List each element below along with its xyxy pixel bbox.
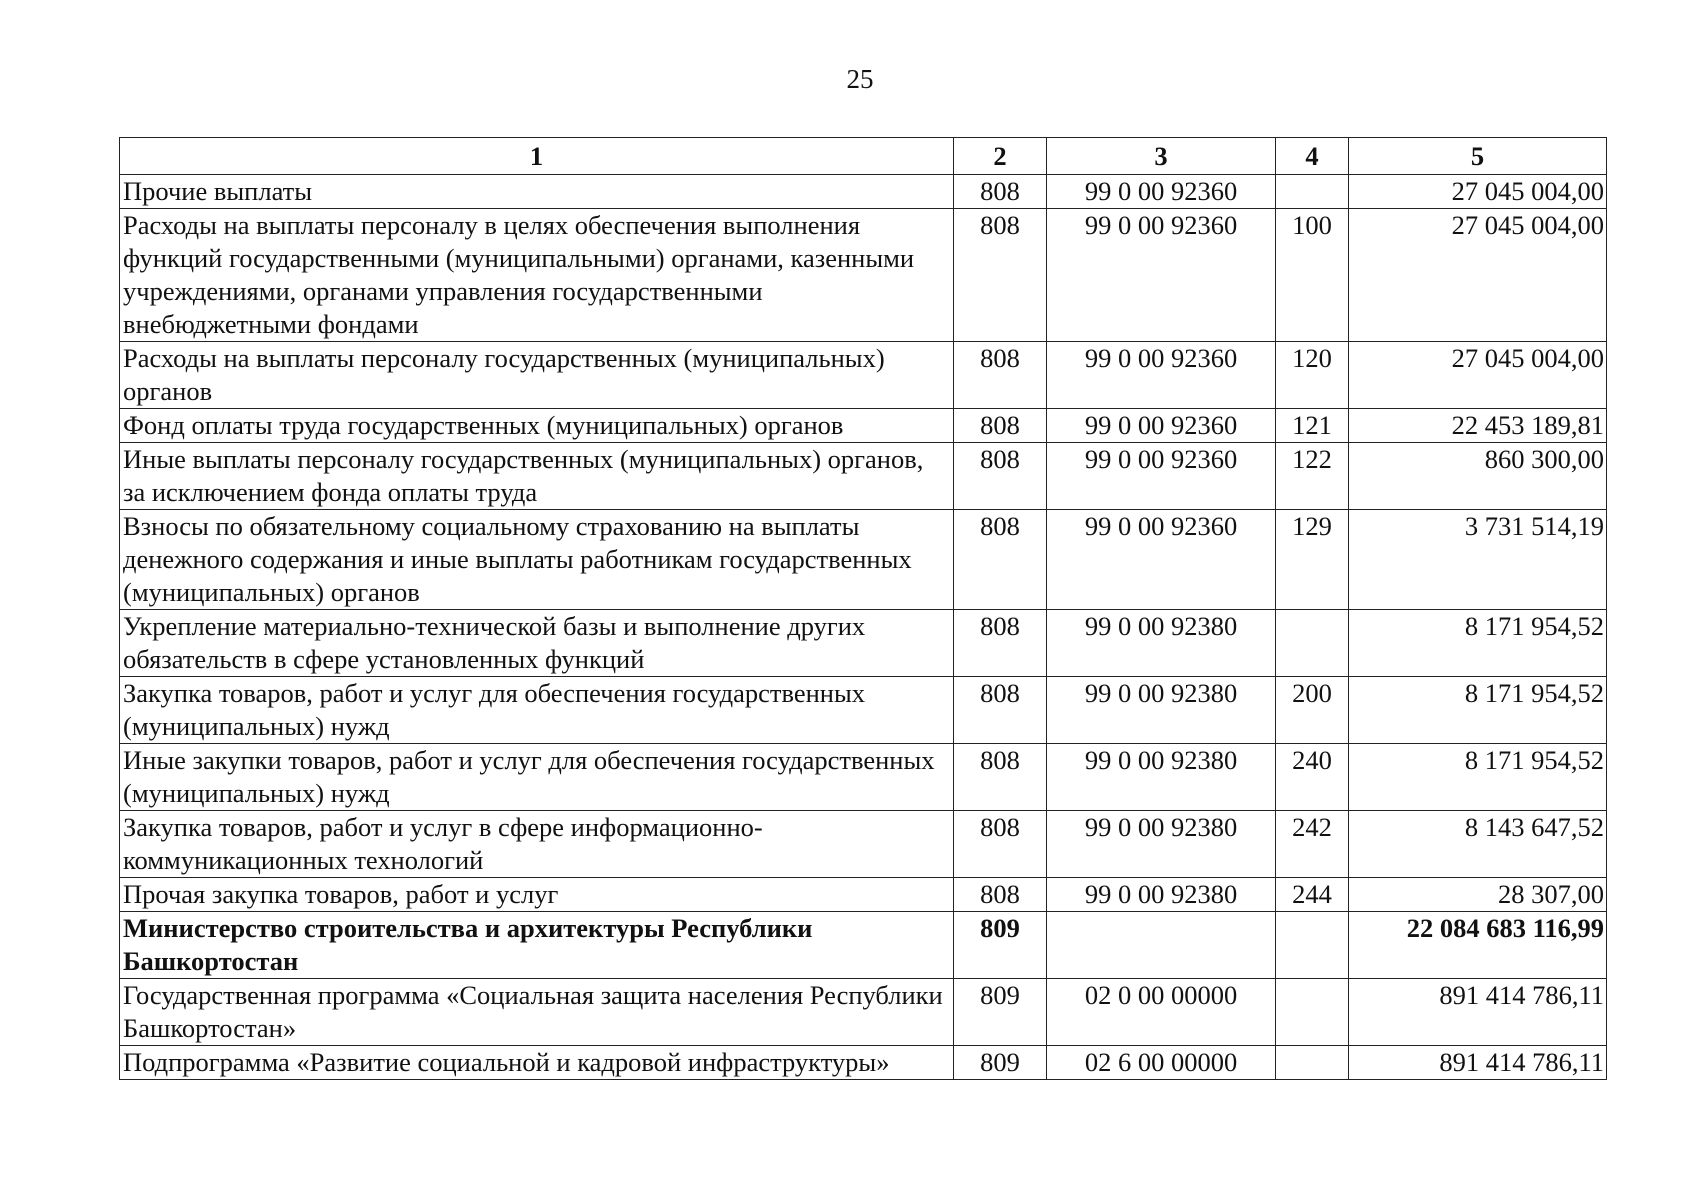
row-name-cell: Министерство строительства и архитектуры Республики Башкортостан [120,912,954,979]
table-row [120,811,1607,878]
row-code4-cell [1276,175,1349,209]
row-code2-cell: 808 [954,209,1047,342]
row-code2-cell: 808 [954,677,1047,744]
table-row [120,342,1607,409]
header-col-3: 3 [1047,138,1276,175]
row-code3-cell: 99 0 00 92360 [1047,409,1276,443]
header-col-5: 5 [1349,138,1607,175]
row-name-cell: Закупка товаров, работ и услуг для обеспечения государственных (муниципальных) нужд [120,677,954,744]
row-amount-cell: 891 414 786,11 [1349,1046,1607,1080]
table-row [120,878,1607,912]
table-row [120,443,1607,510]
row-name-cell: Расходы на выплаты персоналу в целях обеспечения выполнения функций государственными (муниципальными) органами, казенными учреждениями, органами управления государственными внебюджетными фондами [120,209,954,342]
row-name-cell: Государственная программа «Социальная защита населения Республики Башкортостан» [120,979,954,1046]
page-number: 25 [846,64,874,94]
row-name-cell: Подпрограмма «Развитие социальной и кадровой инфраструктуры» [120,1046,954,1080]
row-code4-cell: 100 [1276,209,1349,342]
row-name-cell: Закупка товаров, работ и услуг в сфере информационно-коммуникационных технологий [120,811,954,878]
row-code4-cell: 200 [1276,677,1349,744]
row-name-cell: Взносы по обязательному социальному страхованию на выплаты денежного содержания и иные выплаты работникам государственных (муниципальных) органов [120,510,954,610]
row-code4-cell: 129 [1276,510,1349,610]
row-code4-cell: 122 [1276,443,1349,510]
row-code2-cell: 809 [954,979,1047,1046]
row-name-cell: Прочая закупка товаров, работ и услуг [120,878,954,912]
header-col-1: 1 [120,138,954,175]
row-code3-cell: 99 0 00 92380 [1047,744,1276,811]
table-row [120,744,1607,811]
table-row [120,677,1607,744]
table-row [120,610,1607,677]
row-code4-cell: 120 [1276,342,1349,409]
table-header-row [120,138,1607,175]
header-col-4: 4 [1276,138,1349,175]
row-amount-cell: 860 300,00 [1349,443,1607,510]
row-code2-cell: 809 [954,1046,1047,1080]
row-code2-cell: 808 [954,510,1047,610]
row-code2-cell: 808 [954,744,1047,811]
row-code4-cell [1276,1046,1349,1080]
row-amount-cell: 8 143 647,52 [1349,811,1607,878]
row-name-cell: Фонд оплаты труда государственных (муниципальных) органов [120,409,954,443]
row-name-cell: Расходы на выплаты персоналу государственных (муниципальных) органов [120,342,954,409]
row-code2-cell: 808 [954,443,1047,510]
row-code4-cell [1276,979,1349,1046]
row-code3-cell: 99 0 00 92380 [1047,610,1276,677]
row-code4-cell: 244 [1276,878,1349,912]
row-code3-cell: 99 0 00 92360 [1047,209,1276,342]
row-code3-cell: 99 0 00 92380 [1047,677,1276,744]
row-code2-cell: 808 [954,175,1047,209]
row-code3-cell [1047,912,1276,979]
row-amount-cell: 8 171 954,52 [1349,744,1607,811]
row-code4-cell: 242 [1276,811,1349,878]
table-row [120,175,1607,209]
row-code4-cell [1276,610,1349,677]
row-code4-cell: 121 [1276,409,1349,443]
row-code2-cell: 808 [954,610,1047,677]
row-amount-cell: 891 414 786,11 [1349,979,1607,1046]
row-name-cell: Иные выплаты персоналу государственных (муниципальных) органов, за исключением фонда оплаты труда [120,443,954,510]
row-amount-cell: 28 307,00 [1349,878,1607,912]
table-row [120,510,1607,610]
row-code4-cell [1276,912,1349,979]
row-name-cell: Прочие выплаты [120,175,954,209]
row-code3-cell: 99 0 00 92360 [1047,510,1276,610]
header-col-2: 2 [954,138,1047,175]
row-code3-cell: 99 0 00 92360 [1047,443,1276,510]
row-code4-cell: 240 [1276,744,1349,811]
row-code2-cell: 808 [954,878,1047,912]
row-amount-cell: 27 045 004,00 [1349,175,1607,209]
row-code3-cell: 02 6 00 00000 [1047,1046,1276,1080]
row-amount-cell: 22 453 189,81 [1349,409,1607,443]
row-code3-cell: 02 0 00 00000 [1047,979,1276,1046]
row-name-cell: Иные закупки товаров, работ и услуг для обеспечения государственных (муниципальных) нужд [120,744,954,811]
row-amount-cell: 22 084 683 116,99 [1349,912,1607,979]
table-row [120,979,1607,1046]
table-row [120,209,1607,342]
row-amount-cell: 8 171 954,52 [1349,677,1607,744]
budget-table [119,137,1607,1080]
table-row [120,912,1607,979]
row-code3-cell: 99 0 00 92380 [1047,811,1276,878]
row-code2-cell: 809 [954,912,1047,979]
row-code2-cell: 808 [954,409,1047,443]
row-amount-cell: 27 045 004,00 [1349,342,1607,409]
table-row [120,409,1607,443]
row-name-cell: Укрепление материально-технической базы и выполнение других обязательств в сфере установленных функций [120,610,954,677]
table-body [120,175,1607,1080]
row-amount-cell: 27 045 004,00 [1349,209,1607,342]
row-code3-cell: 99 0 00 92360 [1047,175,1276,209]
row-amount-cell: 8 171 954,52 [1349,610,1607,677]
row-code3-cell: 99 0 00 92380 [1047,878,1276,912]
row-code2-cell: 808 [954,342,1047,409]
row-amount-cell: 3 731 514,19 [1349,510,1607,610]
row-code2-cell: 808 [954,811,1047,878]
table-row [120,1046,1607,1080]
row-code3-cell: 99 0 00 92360 [1047,342,1276,409]
